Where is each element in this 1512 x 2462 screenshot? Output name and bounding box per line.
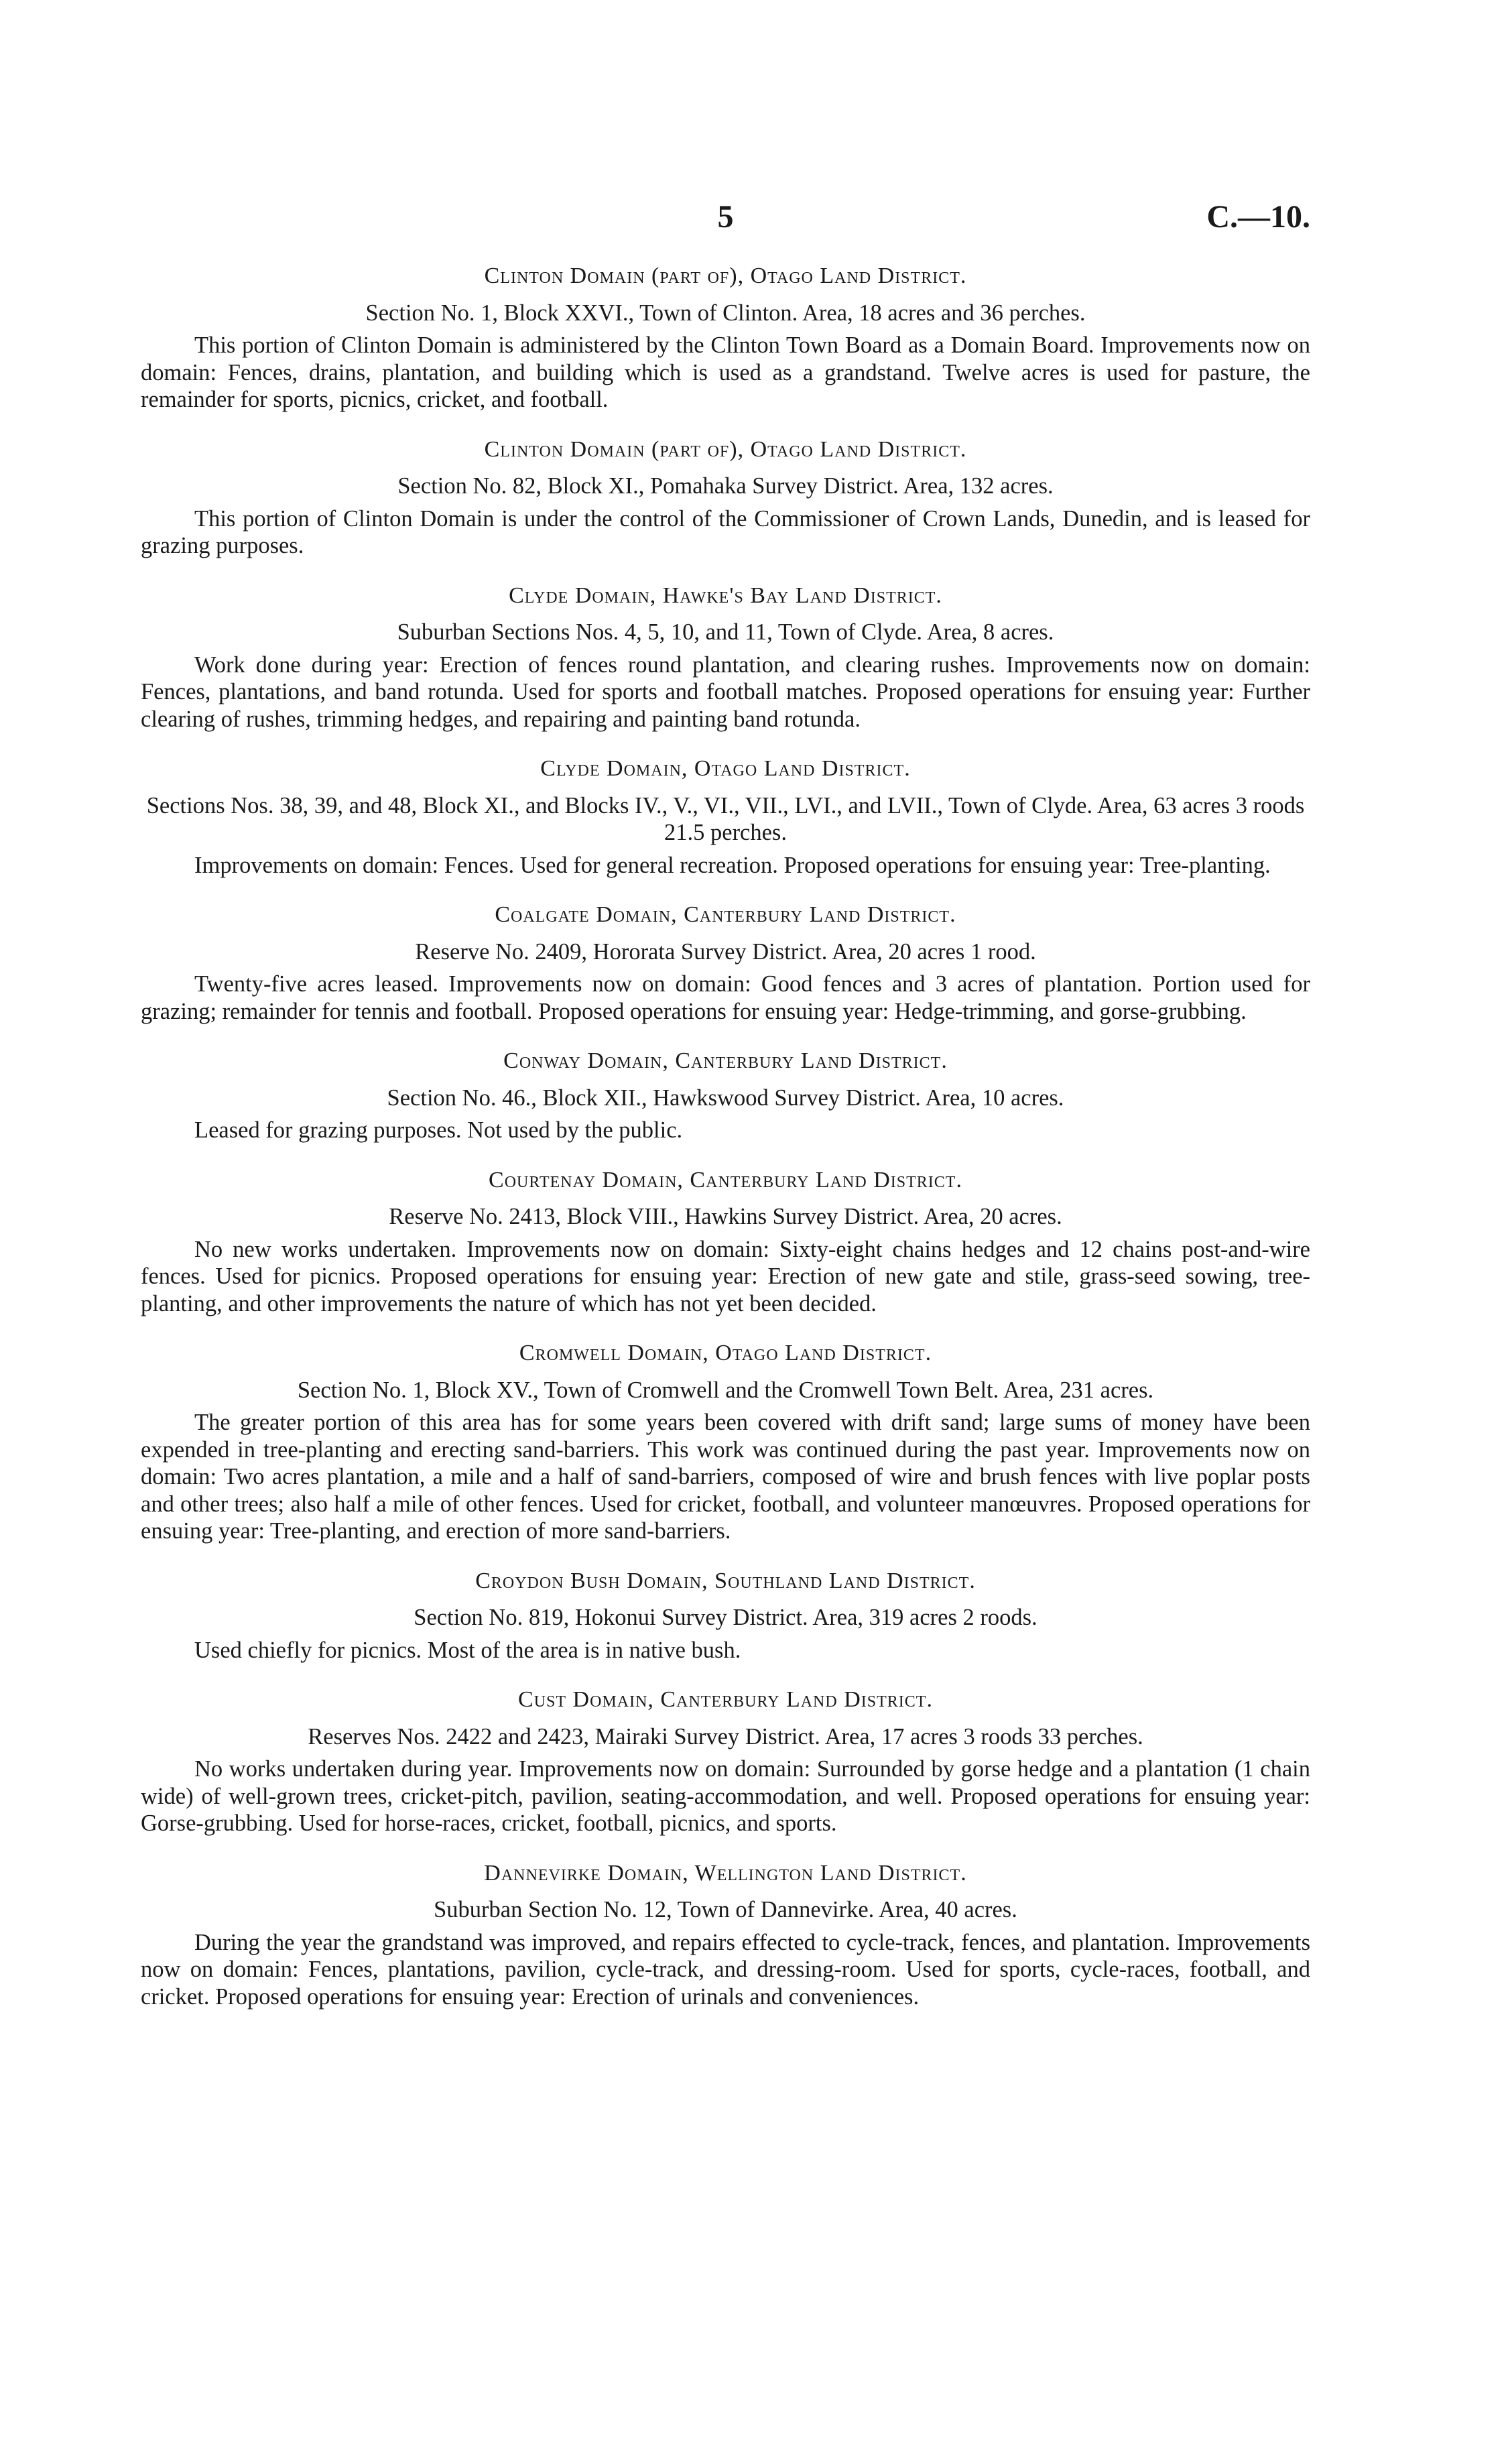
entry-heading: Clinton Domain (part of), Otago Land District. (484, 263, 967, 288)
domain-entry (141, 1686, 1310, 1837)
entry-body: Used chiefly for picnics. Most of the area is in native bush. (194, 1637, 741, 1663)
entry-body: This portion of Clinton Domain is under the control of the Commissioner of Crown Lands, Dunedin, and is leased for grazing purposes. (141, 505, 1310, 558)
entry-body: This portion of Clinton Domain is administered by the Clinton Town Board as a Domain Board. Improvements now on domain: Fences, drains, plantation, and building which is used as a grandstand. Twelve acres is used for pasture, the remainder for sports, picnics, cricket, and football. (141, 332, 1310, 412)
entry-heading: Conway Domain, Canterbury Land District. (503, 1048, 948, 1073)
entry-locator: Suburban Sections Nos. 4, 5, 10, and 11, Town of Clyde. Area, 8 acres. (397, 619, 1054, 645)
entry-heading: Croydon Bush Domain, Southland Land District. (475, 1568, 976, 1593)
entry-body: Leased for grazing purposes. Not used by the public. (194, 1117, 683, 1143)
entry-locator: Suburban Section No. 12, Town of Dannevirke. Area, 40 acres. (434, 1897, 1017, 1922)
entry-locator: Reserve No. 2413, Block VIII., Hawkins Survey District. Area, 20 acres. (389, 1204, 1062, 1229)
domain-entry (141, 436, 1310, 560)
entry-locator: Reserves Nos. 2422 and 2423, Mairaki Survey District. Area, 17 acres 3 roods 33 perches. (308, 1723, 1143, 1749)
entry-heading: Cromwell Domain, Otago Land District. (519, 1341, 932, 1365)
entry-heading: Clyde Domain, Otago Land District. (540, 756, 911, 781)
entry-locator: Section No. 46., Block XII., Hawkswood Survey District. Area, 10 acres. (387, 1085, 1064, 1111)
entry-body: No works undertaken during year. Improvements now on domain: Surrounded by gorse hedge and a plantation (1 chain wide) of well-grown trees, cricket-pitch, pavilion, seating-accommodation, and well. Proposed operations for ensuing year: Gorse-grubbing. Used for horse-races, cricket, football, picnics, and sports. (141, 1756, 1310, 1836)
entry-body: Work done during year: Erection of fences round plantation, and clearing rushes. Improvements now on domain: Fences, plantations, and band rotunda. Used for sports and football matches. Proposed operations for ensuing year: Further clearing of rushes, trimming hedges, and repairing and painting band rotunda. (141, 652, 1310, 732)
entry-heading: Coalgate Domain, Canterbury Land District. (495, 902, 956, 927)
entry-heading: Clyde Domain, Hawke's Bay Land District. (509, 582, 942, 608)
domain-entry (141, 1048, 1310, 1144)
domain-entry (141, 1860, 1310, 2011)
page-header (141, 198, 1310, 252)
document-code: C.—10. (1206, 199, 1310, 235)
entry-locator: Reserve No. 2409, Hororata Survey District. Area, 20 acres 1 rood. (415, 938, 1036, 965)
entry-locator: Section No. 1, Block XV., Town of Cromwell and the Cromwell Town Belt. Area, 231 acres. (297, 1377, 1154, 1403)
entry-locator: Section No. 82, Block XI., Pomahaka Survey District. Area, 132 acres. (397, 473, 1054, 499)
entry-locator: Sections Nos. 38, 39, and 48, Block XI., and Blocks IV., V., VI., VII., LVI., and LVII., Town of Clyde. Area, 63 acres 3 roods 21.5 perches. (146, 792, 1305, 845)
domain-entry (141, 902, 1310, 1025)
entry-body: Improvements on domain: Fences. Used for general recreation. Proposed operations for ensuing year: Tree-planting. (194, 852, 1271, 878)
domain-entry (141, 1340, 1310, 1545)
entry-body: No new works undertaken. Improvements now on domain: Sixty-eight chains hedges and 12 chains post-and-wire fences. Used for picnics. Proposed operations for ensuing year: Erection of new gate and stile, grass-seed sowing, tree-planting, and other improvements the nature of which has not yet been decided. (141, 1236, 1310, 1316)
entry-heading: Dannevirke Domain, Wellington Land District. (484, 1860, 967, 1886)
domain-entry (141, 1568, 1310, 1664)
entry-body: Twenty-five acres leased. Improvements now on domain: Good fences and 3 acres of plantation. Portion used for grazing; remainder for tennis and football. Proposed operations for ensuing year: Hedge-trimming, and gorse-grubbing. (141, 971, 1310, 1024)
entry-body: During the year the grandstand was improved, and repairs effected to cycle-track, fences, and plantation. Improvements now on domain: Fences, plantations, pavilion, cycle-track, and dressing-room. Used for sports, cycle-races, football, and cricket. Proposed operations for ensuing year: Erection of urinals and conveniences. (141, 1929, 1310, 2010)
entry-heading: Courtenay Domain, Canterbury Land District. (489, 1167, 962, 1192)
domain-entry (141, 263, 1310, 414)
page-number: 5 (717, 199, 734, 235)
domain-entry (141, 582, 1310, 733)
entry-locator: Section No. 819, Hokonui Survey District. Area, 319 acres 2 roods. (414, 1605, 1037, 1630)
entry-locator: Section No. 1, Block XXVI., Town of Clinton. Area, 18 acres and 36 perches. (365, 300, 1086, 326)
entry-body: The greater portion of this area has for some years been covered with drift sand; large sums of money have been expended in tree-planting and erecting sand-barriers. This work was continued during the past year. Improvements now on domain: Two acres plantation, a mile and a half of sand-barriers, composed of wire and brush fences with live poplar posts and other trees; also half a mile of other fences. Used for cricket, football, and volunteer manœuvres. Proposed operations for ensuing year: Tree-planting, and erection of more sand-barriers. (141, 1410, 1310, 1544)
entry-heading: Clinton Domain (part of), Otago Land District. (484, 436, 967, 462)
entry-heading: Cust Domain, Canterbury Land District. (518, 1687, 933, 1712)
domain-entry (141, 1167, 1310, 1318)
domain-entry (141, 755, 1310, 879)
domain-entries (141, 263, 1310, 2010)
